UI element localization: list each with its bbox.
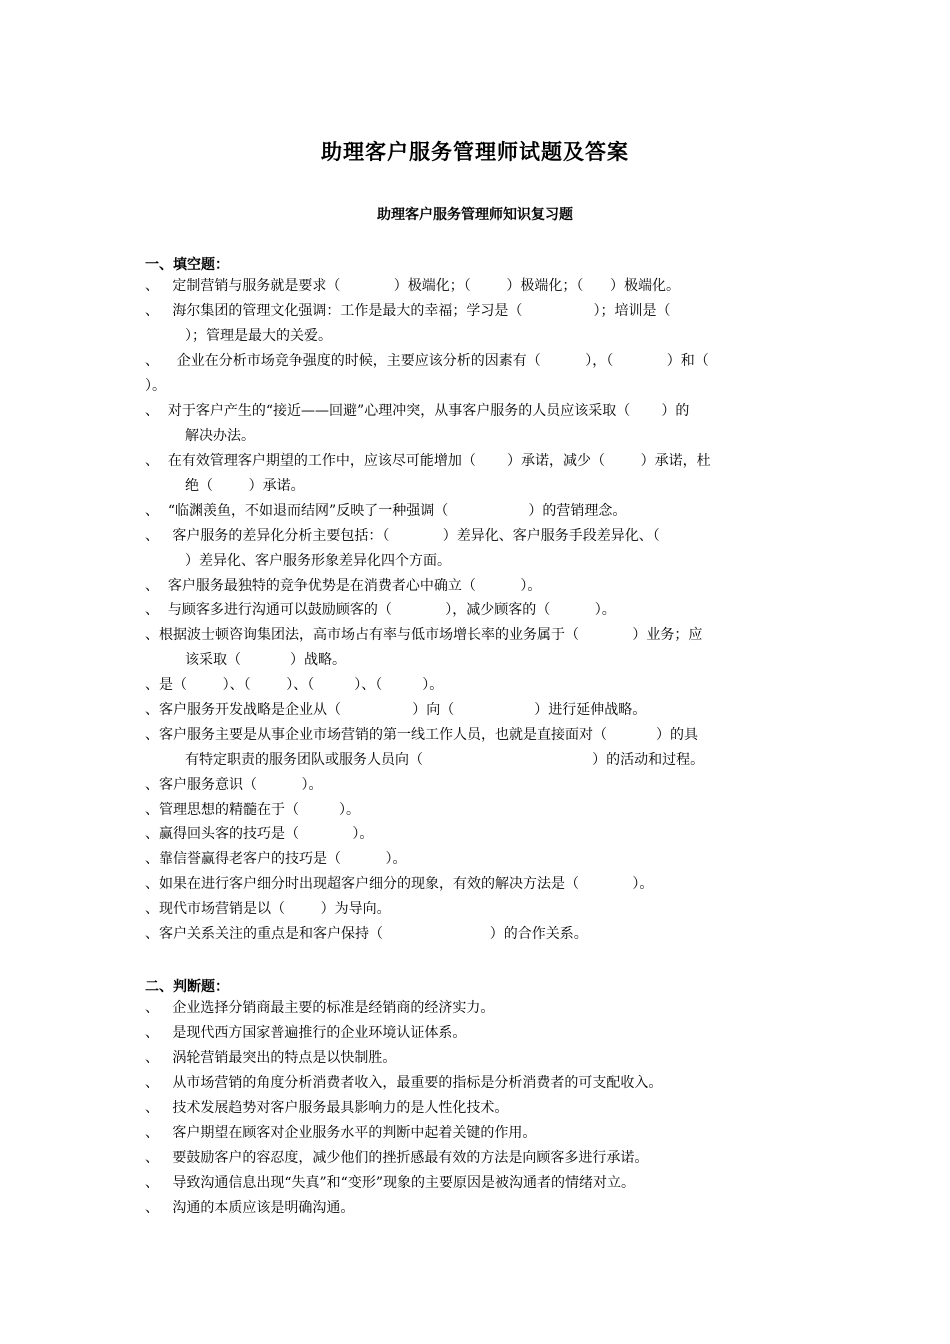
question-line: 、靠信誉赢得老客户的技巧是（ ）。: [145, 851, 407, 867]
statement-line: 、 涡轮营销最突出的特点是以快制胜。: [145, 1050, 397, 1066]
question-line: 、客户关系关注的重点是和客户保持（ ）的合作关系。: [145, 926, 588, 942]
question-line: ）；管理是最大的关爱。: [145, 328, 333, 344]
question-line: 、 定制营销与服务就是要求（ ）极端化；（ ）极端化；（ ）极端化。: [145, 278, 681, 294]
statement-line: 、 技术发展趋势对客户服务最具影响力的是人性化技术。: [145, 1100, 509, 1116]
document-title: 助理客户服务管理师试题及答案: [321, 140, 629, 164]
question-line: 、如果在进行客户细分时出现超客户细分的现象，有效的解决方法是（ ）。: [145, 876, 654, 892]
statement-line: 、 是现代西方国家普遍推行的企业环境认证体系。: [145, 1025, 467, 1041]
section-heading-fill-in: 一、填空题：: [145, 257, 229, 273]
question-line: 、是（ ）、（ ）、（ ）、（ ）。: [145, 677, 444, 693]
question-line: 、 海尔集团的管理文化强调：工作是最大的幸福；学习是（ ）；培训是（: [145, 303, 671, 319]
question-line: 、 在有效管理客户期望的工作中，应该尽可能增加（ ）承诺，减少（ ）承诺，杜: [145, 453, 711, 469]
statement-line: 、 要鼓励客户的容忍度，减少他们的挫折感最有效的方法是向顾客多进行承诺。: [145, 1150, 649, 1166]
question-line: ）。: [145, 378, 166, 394]
question-line: 有特定职责的服务团队或服务人员向（ ）的活动和过程。: [145, 752, 705, 768]
question-line: 、客户服务主要是从事企业市场营销的第一线工作人员，也就是直接面对（ ）的具: [145, 727, 698, 743]
question-line: 、根据波士顿咨询集团法，高市场占有率与低市场增长率的业务属于（ ）业务；应: [145, 627, 703, 643]
question-line: 、管理思想的精髓在于（ ）。: [145, 802, 361, 818]
question-line: 、 客户服务的差异化分析主要包括：（ ）差异化、客户服务手段差异化、（: [145, 528, 660, 544]
question-line: 该采取（ ）战略。: [145, 652, 347, 668]
statement-line: 、 客户期望在顾客对企业服务水平的判断中起着关键的作用。: [145, 1125, 537, 1141]
question-line: 、 与顾客多进行沟通可以鼓励顾客的（ ），减少顾客的（ ）。: [145, 602, 616, 618]
section-heading-true-false: 二、判断题：: [145, 979, 229, 995]
question-line: 、 企业在分析市场竞争强度的时候，主要应该分析的因素有（ ），（ ）和（: [145, 353, 709, 369]
question-line: 、客户服务意识（ ）。: [145, 777, 323, 793]
statement-line: 、 从市场营销的角度分析消费者收入，最重要的指标是分析消费者的可支配收入。: [145, 1075, 663, 1091]
question-line: 、 “临渊羡鱼，不如退而结网”反映了一种强调（ ）的营销理念。: [145, 503, 627, 519]
question-line: 、 客户服务最独特的竞争优势是在消费者心中确立（ ）。: [145, 578, 542, 594]
question-line: 、 对于客户产生的“接近——回避”心理冲突，从事客户服务的人员应该采取（ ）的: [145, 403, 690, 419]
question-line: 、客户服务开发战略是企业从（ ）向（ ）进行延伸战略。: [145, 702, 647, 718]
question-line: 、赢得回头客的技巧是（ ）。: [145, 826, 374, 842]
statement-line: 、 导致沟通信息出现“失真”和“变形”现象的主要原因是被沟通者的情绪对立。: [145, 1175, 635, 1191]
document-subtitle: 助理客户服务管理师知识复习题: [377, 207, 573, 223]
question-line: ）差异化、客户服务形象差异化四个方面。: [145, 553, 452, 569]
question-line: 解决办法。: [145, 428, 256, 444]
question-line: 绝（ ）承诺。: [145, 478, 305, 494]
statement-line: 、 沟通的本质应该是明确沟通。: [145, 1200, 355, 1216]
question-line: 、现代市场营销是以（ ）为导向。: [145, 901, 391, 917]
statement-line: 、 企业选择分销商最主要的标准是经销商的经济实力。: [145, 1000, 495, 1016]
